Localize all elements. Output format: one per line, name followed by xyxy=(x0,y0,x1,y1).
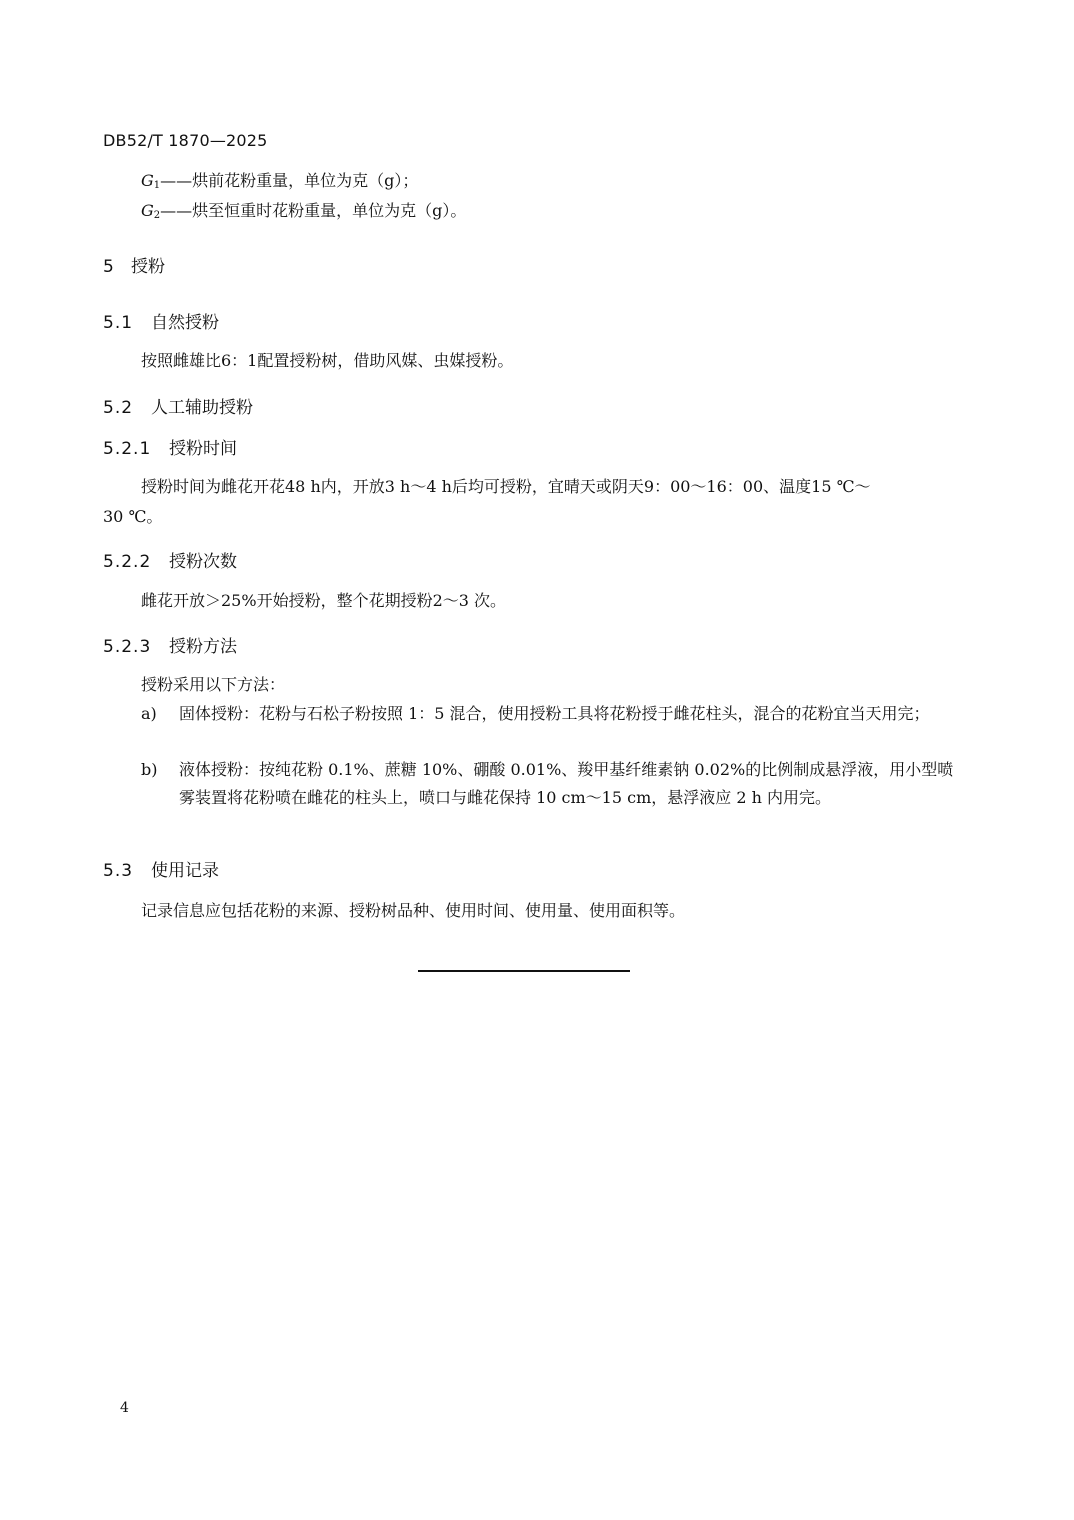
list-item-text: 液体授粉：按纯花粉 0.1%、蔗糖 10%、硼酸 0.01%、羧甲基纤维素钠 0.02%的比例制成悬浮液，用小型喷雾装置将花粉喷在雌花的柱头上，喷口与雌花保持 10 cm～15 cm，悬浮液应 2 h 内用完。 xyxy=(179,760,954,807)
formula-definition-g2 xyxy=(141,198,466,221)
paragraph-5-2-1-line1: 授粉时间为雌花开花48 h内，开放3 h～4 h后均可授粉，宜晴天或阴天9：00～16：00、温度15 ℃～ xyxy=(141,477,871,496)
section-number: 5 xyxy=(103,257,115,277)
section-number: 5.2 xyxy=(103,398,134,418)
section-number: 5.3 xyxy=(103,861,134,881)
list-marker: b) xyxy=(141,760,158,779)
formula-definition-text: ——烘前花粉重量，单位为克（g）； xyxy=(160,171,419,190)
section-heading-5-1 xyxy=(103,308,219,333)
section-title: 授粉次数 xyxy=(169,552,237,572)
paragraph-5-2-3-intro: 授粉采用以下方法： xyxy=(141,675,286,694)
paragraph-5-2-1-line2: 30 ℃。 xyxy=(103,507,163,526)
section-heading-5-2 xyxy=(103,393,253,418)
section-title: 人工辅助授粉 xyxy=(151,398,253,418)
section-number: 5.1 xyxy=(103,313,134,333)
section-heading-5-2-3 xyxy=(103,632,237,657)
paragraph-5-1: 按照雌雄比6：1配置授粉树，借助风媒、虫媒授粉。 xyxy=(141,351,514,370)
formula-symbol: $G_2$ xyxy=(141,201,161,221)
section-heading-5-2-1 xyxy=(103,434,237,459)
document-code: DB52/T 1870—2025 xyxy=(103,131,268,150)
formula-symbol: $G_1$ xyxy=(141,171,161,191)
section-title: 授粉 xyxy=(131,257,165,277)
section-title: 自然授粉 xyxy=(151,313,219,333)
paragraph-5-3: 记录信息应包括花粉的来源、授粉树品种、使用时间、使用量、使用面积等。 xyxy=(141,901,686,920)
section-heading-5-3 xyxy=(103,856,219,881)
list-marker: a) xyxy=(141,704,157,723)
section-number: 5.2.3 xyxy=(103,637,152,657)
section-heading-5-2-2 xyxy=(103,547,237,572)
section-heading-5 xyxy=(103,252,165,277)
section-number: 5.2.1 xyxy=(103,439,152,459)
formula-definition-g1 xyxy=(141,168,418,191)
section-title: 授粉时间 xyxy=(169,439,237,459)
paragraph-5-2-2: 雌花开放＞25%开始授粉，整个花期授粉2～3 次。 xyxy=(141,591,507,610)
list-item-text: 固体授粉：花粉与石松子粉按照 1：5 混合，使用授粉工具将花粉授于雌花柱头，混合的花粉宜当天用完； xyxy=(179,704,930,723)
section-number: 5.2.2 xyxy=(103,552,152,572)
end-of-document-rule xyxy=(418,970,630,972)
page-number: 4 xyxy=(120,1400,129,1416)
section-title: 授粉方法 xyxy=(169,637,237,657)
section-title: 使用记录 xyxy=(151,861,219,881)
formula-definition-text: ——烘至恒重时花粉重量，单位为克（g）。 xyxy=(160,201,467,220)
